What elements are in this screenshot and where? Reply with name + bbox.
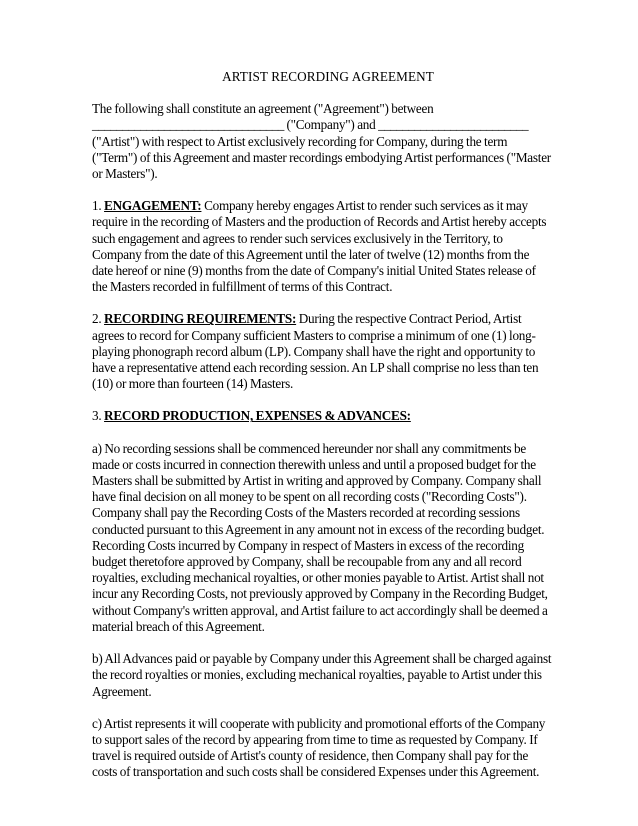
agreement-page bbox=[92, 69, 552, 797]
section-recording-requirements bbox=[92, 311, 552, 392]
paragraph-b: b) All Advances paid or payable by Company under this Agreement shall be charged against the record royalties or monies, excluding mechanical royalties, payable to Artist under this Agreement. bbox=[92, 651, 552, 699]
paragraph-a: a) No recording sessions shall be commenced hereunder nor shall any commitments be made or costs incurred in connection therewith unless and until a proposed budget for the Masters shall be submitted by Artist in writing and approved by Company. Company shall have final decision on all money to be spent on all recording costs ("Recording Costs"). Company shall pay the Recording Costs of the Masters recorded at recording sessions conducted pursuant to this Agreement in any amount not in excess of the recording budget. Recording Costs incurred by Company in respect of Masters in excess of the recording budget theretofore approved by Company, shall be recoupable from any and all record royalties, excluding mechanical royalties, or other monies payable to Artist. Artist shall not incur any Recording Costs, not previously approved by Company in the Recording Budget, without Company's written approval, and Artist failure to act accordingly shall be deemed a material breach of this Agreement. bbox=[92, 440, 548, 634]
section-number: 3. bbox=[92, 408, 105, 424]
section-body: During the respective Contract Period, Artist agrees to record for Company sufficient Masters to comprise a minimum of one (1) long-playing phonograph record album (LP). Company shall have the right and opportunity to have a representative attend each recording session. An LP shall comprise no less than ten (10) or more than fourteen (14) Masters. bbox=[92, 311, 539, 392]
section-number: 2. bbox=[92, 311, 105, 327]
intro-line: The following shall constitute an agreement ("Agreement") between bbox=[92, 101, 434, 117]
company-label: ("Company") and bbox=[283, 117, 379, 133]
section-record-production bbox=[92, 408, 552, 424]
artist-name-blank: _________________________ bbox=[378, 117, 528, 133]
section-number: 1. bbox=[92, 198, 105, 214]
section-body: Company hereby engages Artist to render such services as it may require in the recording of Masters and the production of Records and Artist hereby accepts such engagement and agrees to render such services exclusively in the Territory, to Company from the date of this Agreement until the later of twelve (12) months from the date hereof or nine (9) months from the date of Company's initial United States release of the Masters recorded in fulfillment of terms of this Contract. bbox=[92, 198, 547, 295]
section-heading-engagement: ENGAGEMENT: bbox=[104, 198, 202, 214]
intro-paragraph bbox=[92, 101, 552, 182]
section-engagement bbox=[92, 198, 552, 295]
section-heading-recording-requirements: RECORDING REQUIREMENTS: bbox=[104, 311, 297, 327]
document-title: ARTIST RECORDING AGREEMENT bbox=[222, 69, 434, 84]
intro-rest: ("Artist") with respect to Artist exclusively recording for Company, during the term ("Term") of this Agreement and master recordings embodying Artist performances ("Master or Masters"). bbox=[92, 133, 551, 182]
section-heading-record-production: RECORD PRODUCTION, EXPENSES & ADVANCES: bbox=[104, 408, 411, 424]
paragraph-c: c) Artist represents it will cooperate with publicity and promotional efforts of the Company to support sales of the record by appearing from time to time as requested by Company. If travel is required outside of Artist's county of residence, then Company shall pay for the costs of transportation and such costs shall be considered Expenses under this Agreement. bbox=[92, 715, 546, 780]
company-name-blank: ________________________________ bbox=[92, 117, 284, 133]
